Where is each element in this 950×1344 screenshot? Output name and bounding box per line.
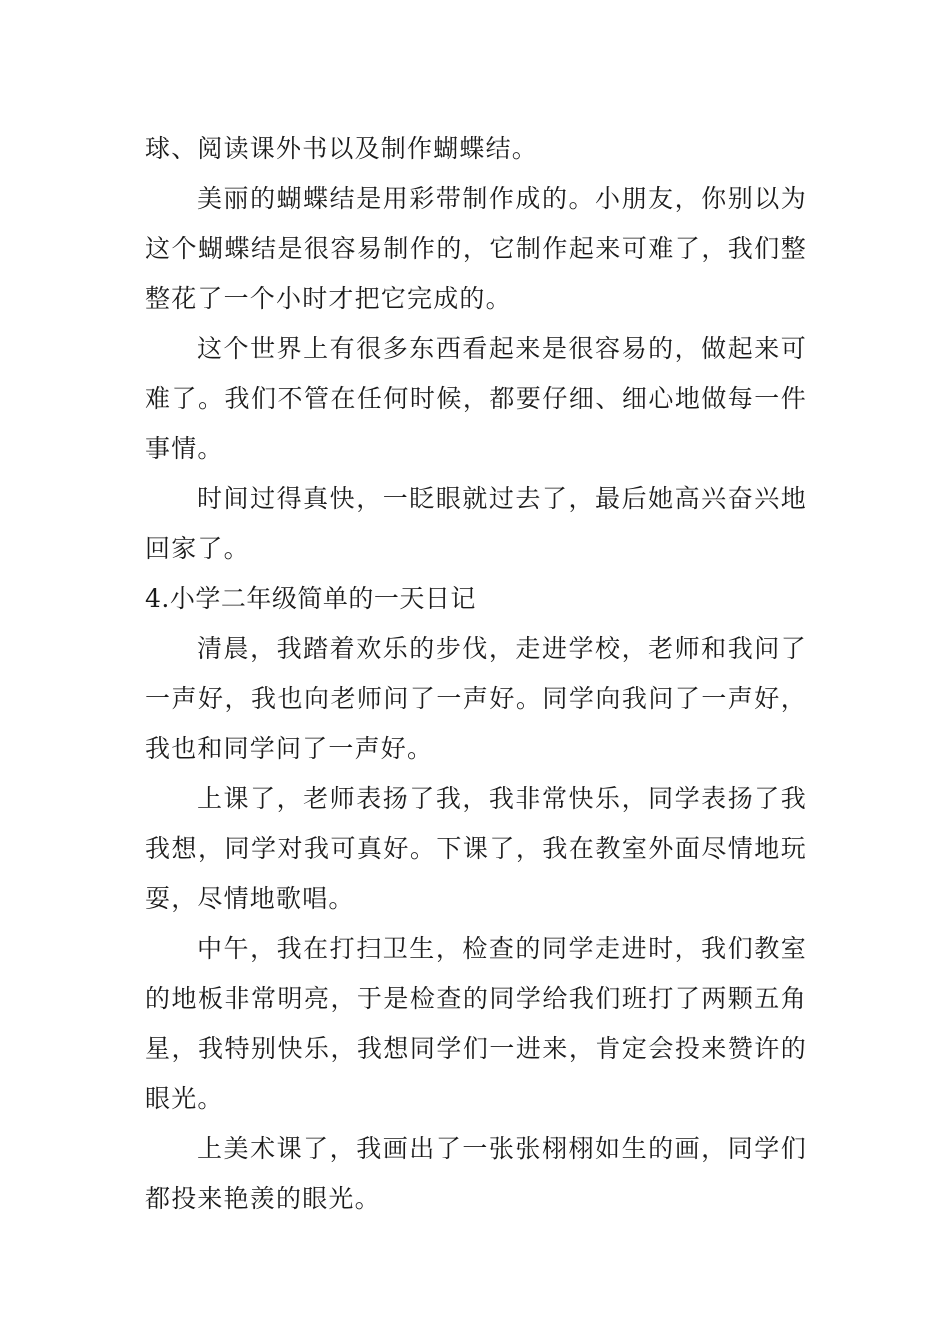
paragraph-butterfly-bow: 美丽的蝴蝶结是用彩带制作成的。小朋友，你别以为这个蝴蝶结是很容易制作的，它制作起来可难了，我们整整花了一个小时才把它完成的。 xyxy=(145,184,807,313)
paragraph-continuation: 球、阅读课外书以及制作蝴蝶结。 xyxy=(145,134,539,163)
paragraph-noon: 中午，我在打扫卫生，检查的同学走进时，我们教室的地板非常明亮，于是检查的同学给我们班打了两颗五角星，我特别快乐，我想同学们一进来，肯定会投来赞许的眼光。 xyxy=(145,934,807,1113)
paragraph-time-flies: 时间过得真快，一眨眼就过去了，最后她高兴奋兴地回家了。 xyxy=(145,484,807,563)
paragraph-class: 上课了，老师表扬了我，我非常快乐，同学表扬了我我想，同学对我可真好。下课了，我在教室外面尽情地玩耍，尽情地歌唱。 xyxy=(145,784,807,913)
paragraph-world-things: 这个世界上有很多东西看起来是很容易的，做起来可难了。我们不管在任何时候，都要仔细、细心地做每一件事情。 xyxy=(145,334,807,463)
paragraph-art-class: 上美术课了，我画出了一张张栩栩如生的画，同学们都投来艳羡的眼光。 xyxy=(145,1134,807,1213)
paragraph-morning: 清晨，我踏着欢乐的步伐，走进学校，老师和我问了一声好，我也向老师问了一声好。同学向我问了一声好，我也和同学问了一声好。 xyxy=(145,634,807,763)
document-body xyxy=(145,124,807,1224)
section-heading: 4.小学二年级简单的一天日记 xyxy=(145,584,476,613)
